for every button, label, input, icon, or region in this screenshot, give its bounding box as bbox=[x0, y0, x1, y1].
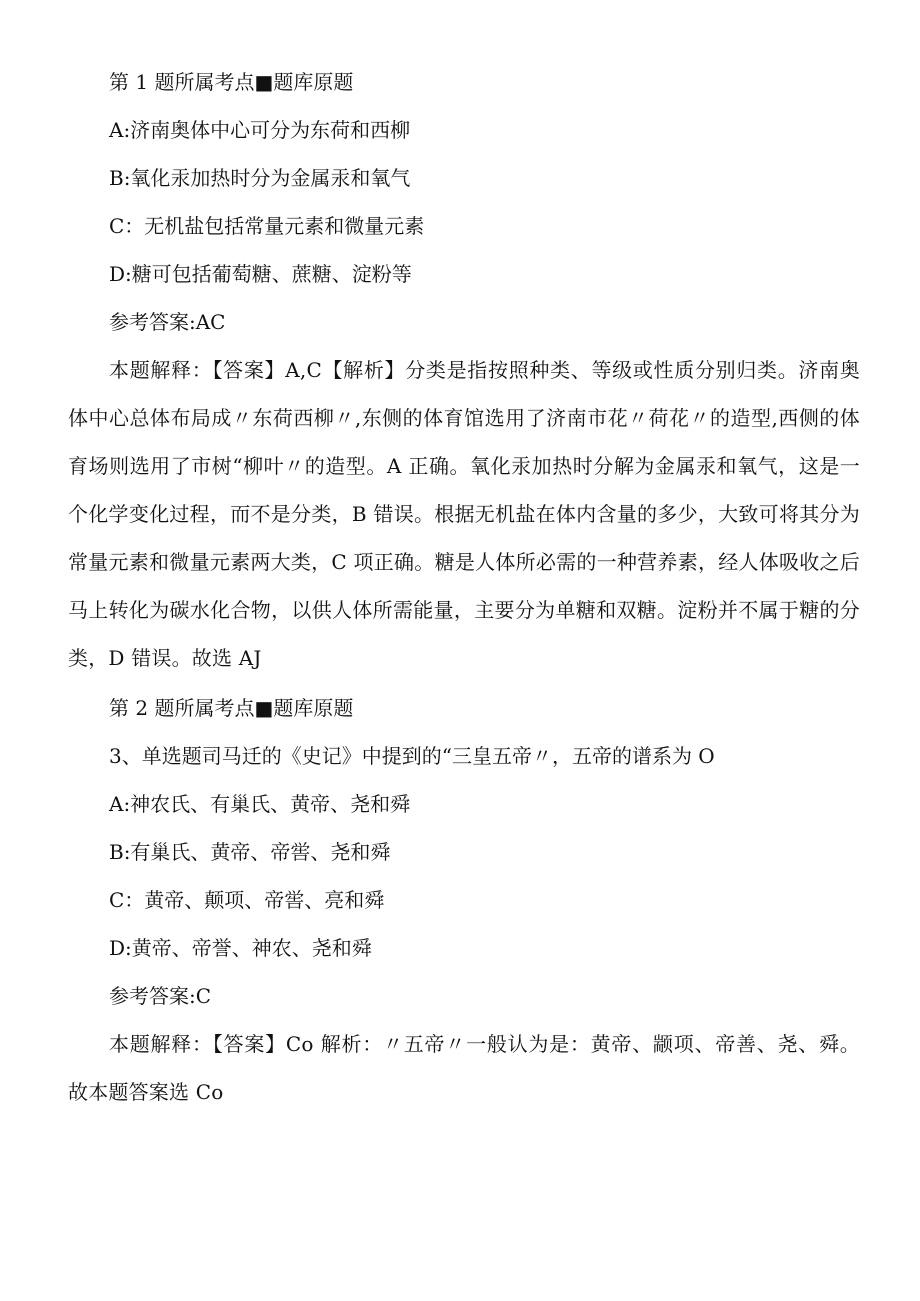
question-1-explanation: 本题解释：【答案】A,C【解析】分类是指按照种类、等级或性质分别归类。济南奥体中心总体布局成〃东荷西柳〃,东侧的体育馆选用了济南市花〃荷花〃的造型,西侧的体育场则选用了市树“柳叶〃的造型。A 正确。氧化汞加热时分解为金属汞和氧气，这是一个化学变化过程，而不是分类，B 错误。根据无机盐在体内含量的多少，大致可将其分为常量元素和微量元素两大类，C 项正确。糖是人体所必需的一种营养素，经人体吸收之后马上转化为碳水化合物，以供人体所需能量，主要分为单糖和双糖。淀粉并不属于糖的分类，D 错误。故选 AJ bbox=[68, 358, 860, 670]
question-1-header: 第 1 题所属考点■题库原题 bbox=[109, 70, 354, 94]
question-2-option-c: C：黄帝、颠项、帝喾、亮和舜 bbox=[109, 888, 385, 912]
question-1-option-c: C：无机盐包括常量元素和微量元素 bbox=[109, 214, 425, 238]
question-2-answer: 参考答案:C bbox=[109, 984, 212, 1008]
question-1-option-a: A:济南奥体中心可分为东荷和西柳 bbox=[109, 118, 411, 142]
question-2-stem: 3、单选题司马迁的《史记》中提到的“三皇五帝〃，五帝的谱系为 O bbox=[109, 744, 715, 768]
question-2-explanation: 本题解释：【答案】Co 解析：〃五帝〃一般认为是：黄帝、颛项、帝善、尧、舜。故本题答案选 Co bbox=[68, 1032, 860, 1104]
question-1-answer: 参考答案:AC bbox=[109, 310, 226, 334]
question-2-header: 第 2 题所属考点■题库原题 bbox=[109, 696, 354, 720]
question-1-option-d: D:糖可包括葡萄糖、蔗糖、淀粉等 bbox=[109, 262, 412, 286]
question-2-option-d: D:黄帝、帝誉、神农、尧和舜 bbox=[109, 936, 372, 960]
question-2-option-a: A:神农氏、有巢氏、黄帝、尧和舜 bbox=[109, 792, 411, 816]
question-1-option-b: B:氧化汞加热时分为金属汞和氧气 bbox=[109, 166, 411, 190]
question-2-option-b: B:有巢氏、黄帝、帝喾、尧和舜 bbox=[109, 840, 391, 864]
